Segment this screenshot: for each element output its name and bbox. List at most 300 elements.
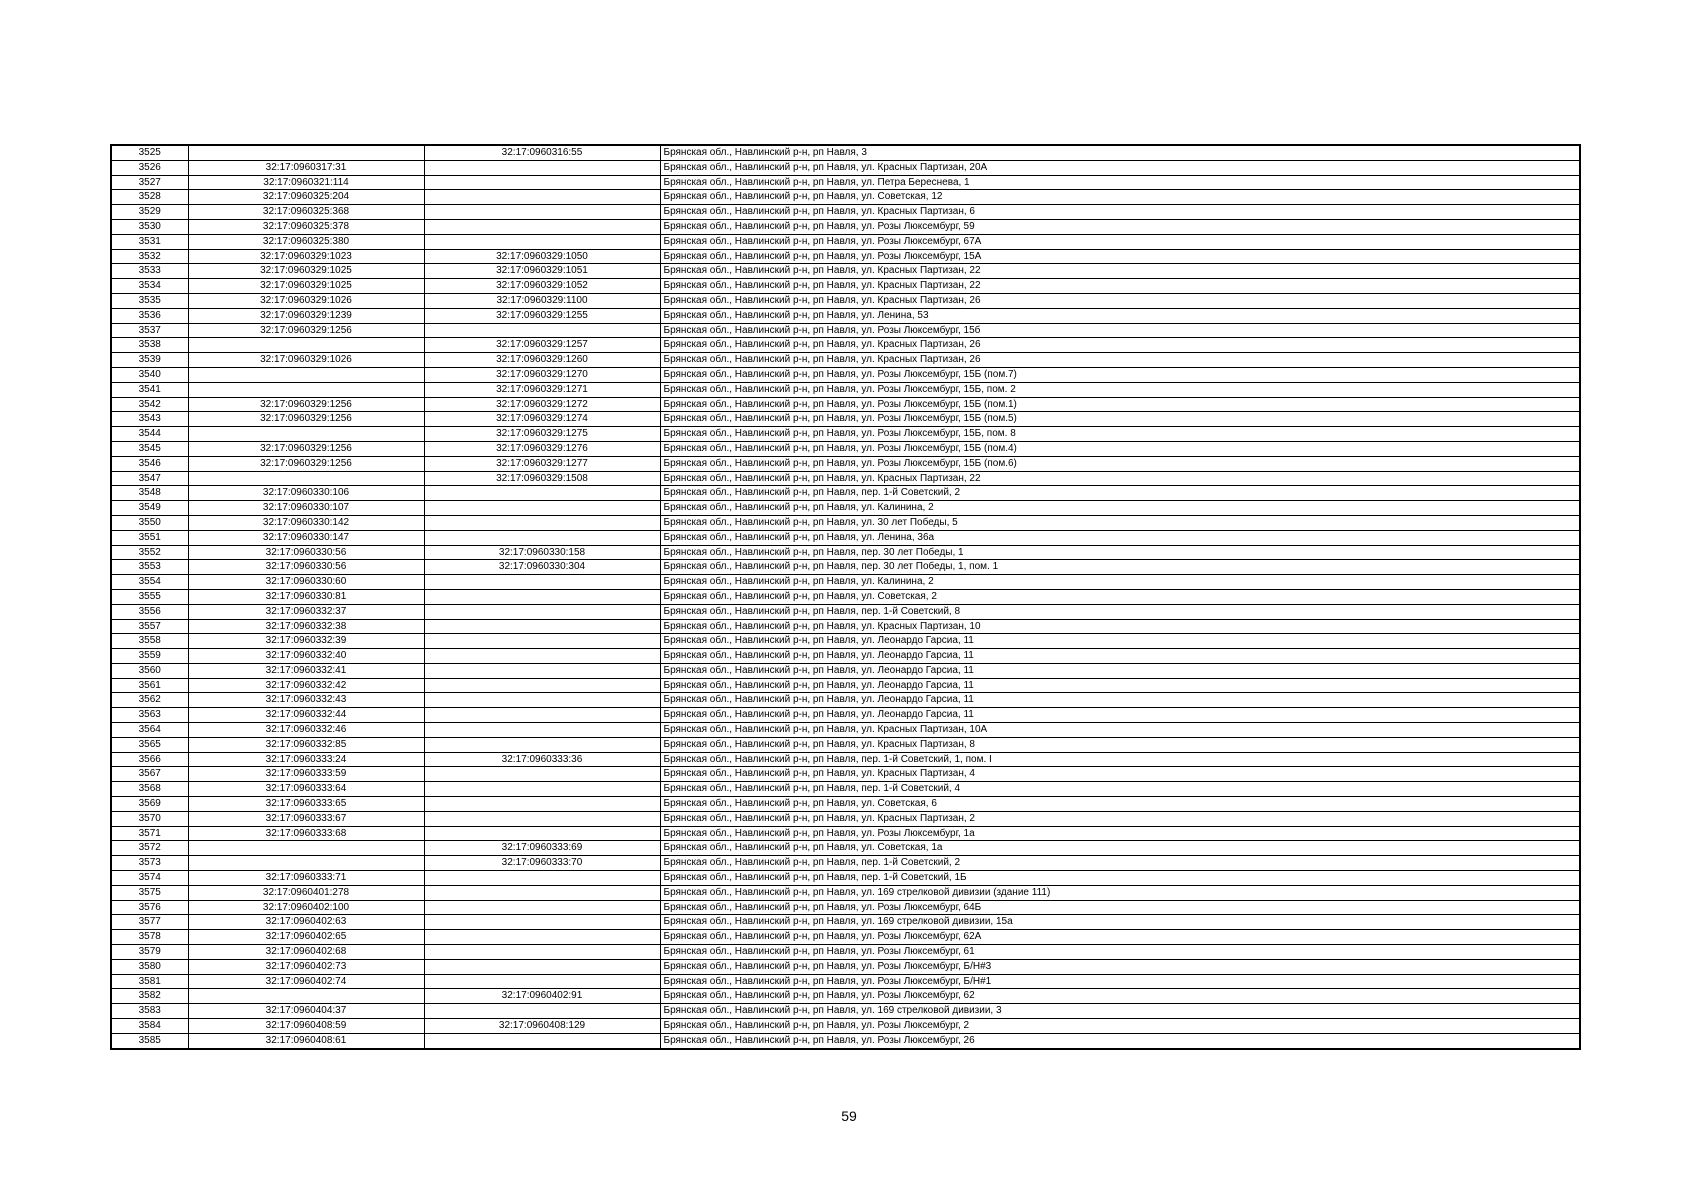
row-number-cell: 3584 [111,1019,188,1034]
table-row [111,678,1580,693]
object-cadastral-number-cell [424,767,660,782]
table-row [111,308,1580,323]
cadastral-number-cell: 32:17:0960402:100 [188,900,424,915]
cadastral-number-cell: 32:17:0960401:278 [188,885,424,900]
object-cadastral-number-cell: 32:17:0960329:1276 [424,441,660,456]
table-row [111,959,1580,974]
cadastral-number-cell: 32:17:0960329:1239 [188,308,424,323]
table-row [111,1004,1580,1019]
cadastral-number-cell: 32:17:0960332:43 [188,693,424,708]
row-number-cell: 3552 [111,545,188,560]
address-cell: Брянская обл., Навлинский р-н, рп Навля, ул. Советская, 6 [660,797,1580,812]
table-row [111,871,1580,886]
address-cell: Брянская обл., Навлинский р-н, рп Навля, ул. Красных Партизан, 4 [660,767,1580,782]
row-number-cell: 3534 [111,279,188,294]
row-number-cell: 3564 [111,723,188,738]
row-number-cell: 3583 [111,1004,188,1019]
table-row [111,1019,1580,1034]
row-number-cell: 3582 [111,989,188,1004]
cadastral-number-cell: 32:17:0960330:60 [188,575,424,590]
cadastral-number-cell: 32:17:0960330:106 [188,486,424,501]
row-number-cell: 3554 [111,575,188,590]
row-number-cell: 3539 [111,353,188,368]
table-row [111,530,1580,545]
row-number-cell: 3559 [111,649,188,664]
row-number-cell: 3560 [111,663,188,678]
object-cadastral-number-cell [424,871,660,886]
cadastral-number-cell: 32:17:0960408:61 [188,1033,424,1048]
object-cadastral-number-cell: 32:17:0960329:1508 [424,471,660,486]
object-cadastral-number-cell [424,708,660,723]
row-number-cell: 3556 [111,604,188,619]
table-row [111,737,1580,752]
table-row [111,989,1580,1004]
table-row [111,382,1580,397]
table-row [111,782,1580,797]
table-row [111,900,1580,915]
address-cell: Брянская обл., Навлинский р-н, рп Навля, ул. Розы Люксембург, Б/Н#1 [660,974,1580,989]
address-cell: Брянская обл., Навлинский р-н, рп Навля, ул. Розы Люксембург, 15б [660,323,1580,338]
object-cadastral-number-cell: 32:17:0960330:304 [424,560,660,575]
object-cadastral-number-cell [424,205,660,220]
address-cell: Брянская обл., Навлинский р-н, рп Навля, ул. Ленина, 36а [660,530,1580,545]
table-row [111,1033,1580,1048]
object-cadastral-number-cell [424,1004,660,1019]
table-row [111,693,1580,708]
cadastral-number-cell: 32:17:0960332:46 [188,723,424,738]
row-number-cell: 3575 [111,885,188,900]
row-number-cell: 3562 [111,693,188,708]
table-row [111,338,1580,353]
address-cell: Брянская обл., Навлинский р-н, рп Навля, ул. Красных Партизан, 22 [660,471,1580,486]
cadastral-number-cell: 32:17:0960408:59 [188,1019,424,1034]
cadastral-number-cell: 32:17:0960333:71 [188,871,424,886]
page-number: 59 [841,1108,857,1124]
object-cadastral-number-cell [424,575,660,590]
object-cadastral-number-cell: 32:17:0960408:129 [424,1019,660,1034]
table-row [111,175,1580,190]
table-row [111,708,1580,723]
row-number-cell: 3530 [111,219,188,234]
cadastral-number-cell: 32:17:0960332:42 [188,678,424,693]
row-number-cell: 3573 [111,856,188,871]
row-number-cell: 3542 [111,397,188,412]
address-cell: Брянская обл., Навлинский р-н, рп Навля, ул. Леонардо Гарсиа, 11 [660,693,1580,708]
cadastral-number-cell: 32:17:0960333:65 [188,797,424,812]
cadastral-number-cell: 32:17:0960332:85 [188,737,424,752]
address-cell: Брянская обл., Навлинский р-н, рп Навля, ул. Розы Люксембург, 15Б (пом.6) [660,456,1580,471]
address-cell: Брянская обл., Навлинский р-н, рп Навля, ул. Советская, 12 [660,190,1580,205]
row-number-cell: 3546 [111,456,188,471]
table-row [111,427,1580,442]
row-number-cell: 3553 [111,560,188,575]
address-cell: Брянская обл., Навлинский р-н, рп Навля, 3 [660,145,1580,160]
address-cell: Брянская обл., Навлинский р-н, рп Навля, ул. Леонардо Гарсиа, 11 [660,649,1580,664]
cadastral-number-cell: 32:17:0960402:73 [188,959,424,974]
cadastral-number-cell: 32:17:0960333:68 [188,826,424,841]
table-row [111,501,1580,516]
table-row [111,575,1580,590]
cadastral-number-cell: 32:17:0960317:31 [188,160,424,175]
address-cell: Брянская обл., Навлинский р-н, рп Навля, ул. Петра Береснева, 1 [660,175,1580,190]
row-number-cell: 3540 [111,367,188,382]
address-cell: Брянская обл., Навлинский р-н, рп Навля, ул. Розы Люксембург, 67А [660,234,1580,249]
address-cell: Брянская обл., Навлинский р-н, рп Навля, ул. Красных Партизан, 6 [660,205,1580,220]
object-cadastral-number-cell [424,723,660,738]
table-row [111,634,1580,649]
table-row [111,649,1580,664]
cadastral-number-cell: 32:17:0960329:1026 [188,353,424,368]
table-row [111,589,1580,604]
row-number-cell: 3579 [111,945,188,960]
row-number-cell: 3563 [111,708,188,723]
object-cadastral-number-cell: 32:17:0960329:1255 [424,308,660,323]
cadastral-number-cell: 32:17:0960329:1023 [188,249,424,264]
table-row [111,234,1580,249]
object-cadastral-number-cell [424,693,660,708]
row-number-cell: 3547 [111,471,188,486]
table-row [111,663,1580,678]
address-cell: Брянская обл., Навлинский р-н, рп Навля, ул. Розы Люксембург, 62А [660,930,1580,945]
table-row [111,190,1580,205]
cadastral-number-cell: 32:17:0960325:204 [188,190,424,205]
cadastral-number-cell: 32:17:0960329:1256 [188,412,424,427]
row-number-cell: 3576 [111,900,188,915]
object-cadastral-number-cell: 32:17:0960402:91 [424,989,660,1004]
object-cadastral-number-cell: 32:17:0960333:70 [424,856,660,871]
address-cell: Брянская обл., Навлинский р-н, рп Навля, пер. 1-й Советский, 2 [660,486,1580,501]
object-cadastral-number-cell: 32:17:0960333:69 [424,841,660,856]
object-cadastral-number-cell: 32:17:0960329:1272 [424,397,660,412]
table-row [111,323,1580,338]
row-number-cell: 3567 [111,767,188,782]
address-cell: Брянская обл., Навлинский р-н, рп Навля, ул. Красных Партизан, 10А [660,723,1580,738]
object-cadastral-number-cell [424,219,660,234]
table-row [111,841,1580,856]
cadastral-number-cell: 32:17:0960330:107 [188,501,424,516]
row-number-cell: 3541 [111,382,188,397]
object-cadastral-number-cell: 32:17:0960329:1052 [424,279,660,294]
object-cadastral-number-cell: 32:17:0960333:36 [424,752,660,767]
cadastral-number-cell: 32:17:0960402:65 [188,930,424,945]
address-cell: Брянская обл., Навлинский р-н, рп Навля, ул. Советская, 1а [660,841,1580,856]
address-cell: Брянская обл., Навлинский р-н, рп Навля, ул. Розы Люксембург, 61 [660,945,1580,960]
object-cadastral-number-cell [424,826,660,841]
table-row [111,752,1580,767]
object-cadastral-number-cell: 32:17:0960329:1260 [424,353,660,368]
address-cell: Брянская обл., Навлинский р-н, рп Навля, пер. 1-й Советский, 2 [660,856,1580,871]
object-cadastral-number-cell [424,515,660,530]
table-row [111,397,1580,412]
table-row [111,219,1580,234]
table-row [111,515,1580,530]
cadastral-number-cell: 32:17:0960329:1025 [188,264,424,279]
object-cadastral-number-cell: 32:17:0960329:1100 [424,293,660,308]
row-number-cell: 3568 [111,782,188,797]
cadastral-number-cell: 32:17:0960330:147 [188,530,424,545]
row-number-cell: 3549 [111,501,188,516]
object-cadastral-number-cell: 32:17:0960329:1257 [424,338,660,353]
address-cell: Брянская обл., Навлинский р-н, рп Навля, ул. Красных Партизан, 8 [660,737,1580,752]
object-cadastral-number-cell [424,797,660,812]
table-row [111,915,1580,930]
object-cadastral-number-cell [424,974,660,989]
address-cell: Брянская обл., Навлинский р-н, рп Навля, пер. 1-й Советский, 8 [660,604,1580,619]
address-cell: Брянская обл., Навлинский р-н, рп Навля, ул. Розы Люксембург, 15Б (пом.1) [660,397,1580,412]
object-cadastral-number-cell [424,663,660,678]
row-number-cell: 3543 [111,412,188,427]
row-number-cell: 3533 [111,264,188,279]
row-number-cell: 3528 [111,190,188,205]
table-row [111,885,1580,900]
table-row [111,545,1580,560]
row-number-cell: 3570 [111,811,188,826]
object-cadastral-number-cell [424,190,660,205]
object-cadastral-number-cell [424,649,660,664]
address-cell: Брянская обл., Навлинский р-н, рп Навля, пер. 1-й Советский, 1Б [660,871,1580,886]
address-cell: Брянская обл., Навлинский р-н, рп Навля, пер. 1-й Советский, 1, пом. I [660,752,1580,767]
table-row [111,264,1580,279]
object-cadastral-number-cell [424,915,660,930]
cadastral-number-cell: 32:17:0960321:114 [188,175,424,190]
cadastral-number-cell: 32:17:0960332:41 [188,663,424,678]
row-number-cell: 3525 [111,145,188,160]
object-cadastral-number-cell [424,678,660,693]
table-row [111,279,1580,294]
row-number-cell: 3532 [111,249,188,264]
table-row [111,974,1580,989]
object-cadastral-number-cell [424,959,660,974]
address-cell: Брянская обл., Навлинский р-н, рп Навля, ул. Розы Люксембург, 59 [660,219,1580,234]
row-number-cell: 3572 [111,841,188,856]
address-cell: Брянская обл., Навлинский р-н, рп Навля, ул. Красных Партизан, 2 [660,811,1580,826]
cadastral-number-cell [188,856,424,871]
table-row [111,293,1580,308]
address-cell: Брянская обл., Навлинский р-н, рп Навля, ул. Красных Партизан, 22 [660,264,1580,279]
address-cell: Брянская обл., Навлинский р-н, рп Навля, ул. Красных Партизан, 10 [660,619,1580,634]
cadastral-number-cell: 32:17:0960329:1256 [188,397,424,412]
row-number-cell: 3536 [111,308,188,323]
address-cell: Брянская обл., Навлинский р-н, рп Навля, ул. Розы Люксембург, 15Б (пом.5) [660,412,1580,427]
table-row [111,723,1580,738]
cadastral-number-cell: 32:17:0960329:1256 [188,441,424,456]
table-row [111,205,1580,220]
cadastral-number-cell [188,427,424,442]
object-cadastral-number-cell [424,634,660,649]
cadastral-number-cell: 32:17:0960333:59 [188,767,424,782]
cadastral-number-cell [188,989,424,1004]
object-cadastral-number-cell [424,175,660,190]
address-cell: Брянская обл., Навлинский р-н, рп Навля, ул. Советская, 2 [660,589,1580,604]
object-cadastral-number-cell [424,782,660,797]
registry-table [110,144,1581,1050]
object-cadastral-number-cell: 32:17:0960329:1051 [424,264,660,279]
cadastral-number-cell: 32:17:0960329:1256 [188,323,424,338]
cadastral-number-cell [188,145,424,160]
table-row [111,619,1580,634]
table-row [111,811,1580,826]
table-row [111,441,1580,456]
object-cadastral-number-cell [424,589,660,604]
address-cell: Брянская обл., Навлинский р-н, рп Навля, ул. Розы Люксембург, 15Б, пом. 2 [660,382,1580,397]
row-number-cell: 3577 [111,915,188,930]
address-cell: Брянская обл., Навлинский р-н, рп Навля, ул. Розы Люксембург, 64Б [660,900,1580,915]
table-row [111,456,1580,471]
row-number-cell: 3544 [111,427,188,442]
row-number-cell: 3527 [111,175,188,190]
object-cadastral-number-cell [424,930,660,945]
object-cadastral-number-cell: 32:17:0960316:55 [424,145,660,160]
row-number-cell: 3529 [111,205,188,220]
cadastral-number-cell: 32:17:0960332:44 [188,708,424,723]
cadastral-number-cell: 32:17:0960402:63 [188,915,424,930]
cadastral-number-cell: 32:17:0960325:380 [188,234,424,249]
table-row [111,353,1580,368]
address-cell: Брянская обл., Навлинский р-н, рп Навля, ул. 169 стрелковой дивизии, 15а [660,915,1580,930]
row-number-cell: 3550 [111,515,188,530]
address-cell: Брянская обл., Навлинский р-н, рп Навля, пер. 30 лет Победы, 1 [660,545,1580,560]
table-row [111,160,1580,175]
row-number-cell: 3557 [111,619,188,634]
object-cadastral-number-cell [424,945,660,960]
object-cadastral-number-cell: 32:17:0960329:1277 [424,456,660,471]
cadastral-number-cell: 32:17:0960330:56 [188,545,424,560]
object-cadastral-number-cell: 32:17:0960329:1270 [424,367,660,382]
row-number-cell: 3555 [111,589,188,604]
row-number-cell: 3551 [111,530,188,545]
table-row [111,797,1580,812]
cadastral-number-cell: 32:17:0960332:39 [188,634,424,649]
table-row [111,767,1580,782]
cadastral-number-cell: 32:17:0960332:37 [188,604,424,619]
row-number-cell: 3585 [111,1033,188,1048]
object-cadastral-number-cell [424,501,660,516]
address-cell: Брянская обл., Навлинский р-н, рп Навля, ул. Розы Люксембург, 2 [660,1019,1580,1034]
address-cell: Брянская обл., Навлинский р-н, рп Навля, ул. Красных Партизан, 22 [660,279,1580,294]
address-cell: Брянская обл., Навлинский р-н, рп Навля, ул. Розы Люксембург, 62 [660,989,1580,1004]
cadastral-number-cell [188,471,424,486]
row-number-cell: 3581 [111,974,188,989]
address-cell: Брянская обл., Навлинский р-н, рп Навля, ул. Красных Партизан, 20А [660,160,1580,175]
address-cell: Брянская обл., Навлинский р-н, рп Навля, ул. Калинина, 2 [660,575,1580,590]
cadastral-number-cell: 32:17:0960329:1026 [188,293,424,308]
object-cadastral-number-cell [424,530,660,545]
cadastral-number-cell [188,338,424,353]
row-number-cell: 3580 [111,959,188,974]
object-cadastral-number-cell [424,900,660,915]
cadastral-number-cell: 32:17:0960325:378 [188,219,424,234]
address-cell: Брянская обл., Навлинский р-н, рп Навля, ул. Розы Люксембург, 15Б (пом.4) [660,441,1580,456]
table-row [111,145,1580,160]
address-cell: Брянская обл., Навлинский р-н, рп Навля, ул. 169 стрелковой дивизии (здание 111) [660,885,1580,900]
cadastral-number-cell: 32:17:0960333:64 [188,782,424,797]
row-number-cell: 3558 [111,634,188,649]
address-cell: Брянская обл., Навлинский р-н, рп Навля, ул. Розы Люксембург, 15А [660,249,1580,264]
address-cell: Брянская обл., Навлинский р-н, рп Навля, ул. 169 стрелковой дивизии, 3 [660,1004,1580,1019]
cadastral-number-cell: 32:17:0960333:24 [188,752,424,767]
row-number-cell: 3571 [111,826,188,841]
address-cell: Брянская обл., Навлинский р-н, рп Навля, ул. Розы Люксембург, 15Б (пом.7) [660,367,1580,382]
table-row [111,560,1580,575]
cadastral-number-cell: 32:17:0960402:74 [188,974,424,989]
address-cell: Брянская обл., Навлинский р-н, рп Навля, ул. 30 лет Победы, 5 [660,515,1580,530]
cadastral-number-cell [188,382,424,397]
table-row [111,249,1580,264]
cadastral-number-cell: 32:17:0960332:38 [188,619,424,634]
registry-table-body [111,145,1580,1049]
row-number-cell: 3565 [111,737,188,752]
object-cadastral-number-cell: 32:17:0960329:1050 [424,249,660,264]
address-cell: Брянская обл., Навлинский р-н, рп Навля, ул. Красных Партизан, 26 [660,293,1580,308]
address-cell: Брянская обл., Навлинский р-н, рп Навля, ул. Красных Партизан, 26 [660,338,1580,353]
cadastral-number-cell [188,367,424,382]
object-cadastral-number-cell [424,160,660,175]
row-number-cell: 3548 [111,486,188,501]
object-cadastral-number-cell: 32:17:0960329:1271 [424,382,660,397]
row-number-cell: 3538 [111,338,188,353]
table-row [111,930,1580,945]
row-number-cell: 3531 [111,234,188,249]
object-cadastral-number-cell: 32:17:0960329:1274 [424,412,660,427]
row-number-cell: 3569 [111,797,188,812]
address-cell: Брянская обл., Навлинский р-н, рп Навля, ул. Ленина, 53 [660,308,1580,323]
cadastral-number-cell: 32:17:0960329:1025 [188,279,424,294]
object-cadastral-number-cell: 32:17:0960329:1275 [424,427,660,442]
object-cadastral-number-cell [424,885,660,900]
table-row [111,604,1580,619]
address-cell: Брянская обл., Навлинский р-н, рп Навля, ул. Розы Люксембург, 1а [660,826,1580,841]
object-cadastral-number-cell [424,619,660,634]
cadastral-number-cell: 32:17:0960332:40 [188,649,424,664]
cadastral-number-cell: 32:17:0960402:68 [188,945,424,960]
table-row [111,856,1580,871]
table-row [111,826,1580,841]
cadastral-number-cell: 32:17:0960330:81 [188,589,424,604]
address-cell: Брянская обл., Навлинский р-н, рп Навля, ул. Розы Люксембург, Б/Н#3 [660,959,1580,974]
table-row [111,945,1580,960]
cadastral-number-cell: 32:17:0960325:368 [188,205,424,220]
object-cadastral-number-cell [424,1033,660,1048]
address-cell: Брянская обл., Навлинский р-н, рп Навля, ул. Леонардо Гарсиа, 11 [660,678,1580,693]
cadastral-number-cell [188,841,424,856]
address-cell: Брянская обл., Навлинский р-н, рп Навля, пер. 30 лет Победы, 1, пом. 1 [660,560,1580,575]
row-number-cell: 3561 [111,678,188,693]
object-cadastral-number-cell [424,737,660,752]
object-cadastral-number-cell [424,811,660,826]
row-number-cell: 3578 [111,930,188,945]
row-number-cell: 3526 [111,160,188,175]
cadastral-number-cell: 32:17:0960330:56 [188,560,424,575]
address-cell: Брянская обл., Навлинский р-н, рп Навля, ул. Красных Партизан, 26 [660,353,1580,368]
address-cell: Брянская обл., Навлинский р-н, рп Навля, ул. Калинина, 2 [660,501,1580,516]
object-cadastral-number-cell: 32:17:0960330:158 [424,545,660,560]
object-cadastral-number-cell [424,234,660,249]
object-cadastral-number-cell [424,323,660,338]
table-row [111,367,1580,382]
address-cell: Брянская обл., Навлинский р-н, рп Навля, ул. Леонардо Гарсиа, 11 [660,663,1580,678]
row-number-cell: 3545 [111,441,188,456]
cadastral-number-cell: 32:17:0960333:67 [188,811,424,826]
address-cell: Брянская обл., Навлинский р-н, рп Навля, ул. Розы Люксембург, 15Б, пом. 8 [660,427,1580,442]
table-row [111,412,1580,427]
row-number-cell: 3535 [111,293,188,308]
row-number-cell: 3537 [111,323,188,338]
object-cadastral-number-cell [424,486,660,501]
table-row [111,486,1580,501]
object-cadastral-number-cell [424,604,660,619]
cadastral-number-cell: 32:17:0960404:37 [188,1004,424,1019]
table-row [111,471,1580,486]
